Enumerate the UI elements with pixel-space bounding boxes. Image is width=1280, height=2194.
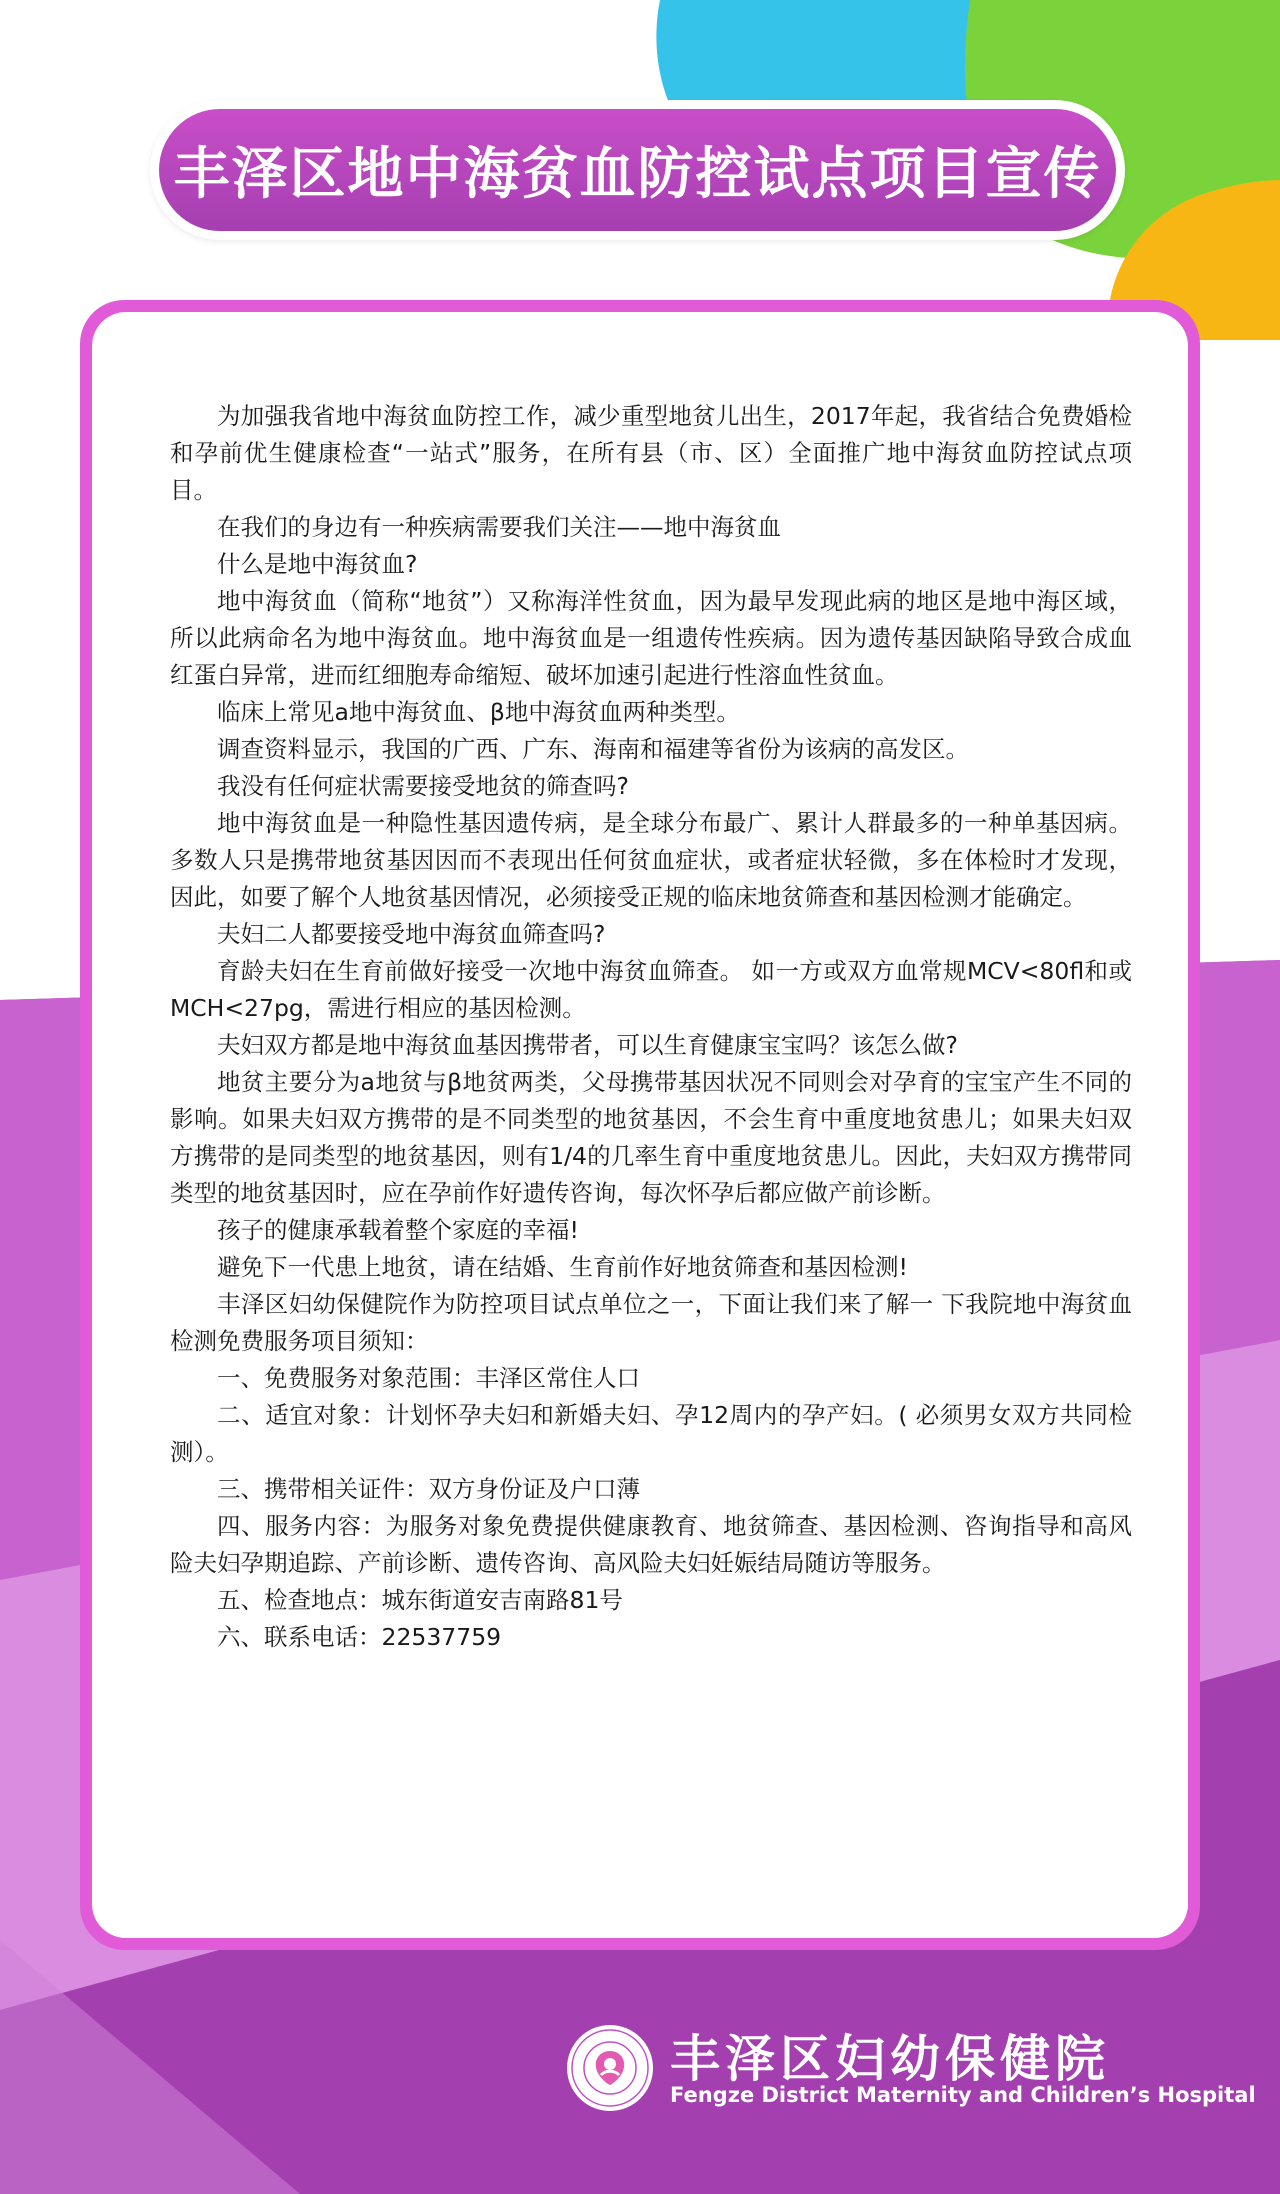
title-banner: [150, 100, 1125, 240]
paragraph-carriers: 地贫主要分为a地贫与β地贫两类，父母携带基因状况不同则会对孕育的宝宝产生不同的影响。如果夫妇双方携带的是不同类型的地贫基因，不会生育中重度地贫患儿；如果夫妇双方携带的是同类型的地贫基因，则有1/4的几率生育中重度地贫患儿。因此，夫妇双方携带同类型的地贫基因时，应在孕前作好遗传咨询，每次怀孕后都应做产前诊断。: [170, 1068, 1132, 1207]
paragraph-recessive: 地中海贫血是一种隐性基因遗传病，是全球分布最广、累计人群最多的一种单基因病。多数人只是携带地贫基因因而不表现出任何贫血症状，或者症状轻微，多在体检时才发现，因此，如要了解个人地贫基因情况，必须接受正规的临床地贫筛查和基因检测才能确定。: [170, 809, 1132, 911]
paragraph-family-happiness: 孩子的健康承载着整个家庭的幸福!: [217, 1216, 579, 1244]
question-couples: 夫妇二人都要接受地中海贫血筛查吗?: [217, 920, 606, 948]
notice-item-5: 五、检查地点：城东街道安吉南路81号: [217, 1586, 623, 1614]
notice-item-4: 四、服务内容：为服务对象免费提供健康教育、地贫筛查、基因检测、咨询指导和高风险夫妇孕期追踪、产前诊断、遗传咨询、高风险夫妇妊娠结局随访等服务。: [170, 1512, 1132, 1577]
notice-item-3: 三、携带相关证件：双方身份证及户口薄: [217, 1475, 640, 1503]
article-body: [170, 398, 1132, 1656]
content-card: [92, 312, 1188, 1938]
paragraph-couples-screening: 育龄夫妇在生育前做好接受一次地中海贫血筛查。 如一方或双方血常规MCV<80fl和或MCH<27pg，需进行相应的基因检测。: [170, 957, 1132, 1022]
hospital-footer: [565, 2015, 1256, 2125]
content-card-frame: [80, 300, 1200, 1950]
paragraph-notice-intro: 丰泽区妇幼保健院作为防控项目试点单位之一，下面让我们来了解一 下我院地中海贫血检测免费服务项目须知：: [170, 1290, 1132, 1355]
hospital-name: 丰泽区妇幼保健院: [670, 2030, 1110, 2088]
hospital-name-english: Fengze District Maternity and Children’s Hospital: [670, 2083, 1256, 2107]
hospital-logo-icon: [565, 2023, 655, 2113]
paragraph-intro: 为加强我省地中海贫血防控工作，减少重型地贫儿出生，2017年起，我省结合免费婚检和孕前优生健康检查“一站式”服务，在所有县（市、区）全面推广地中海贫血防控试点项目。: [170, 402, 1132, 504]
title-banner-fill: [159, 109, 1116, 231]
question-carriers: 夫妇双方都是地中海贫血基因携带者，可以生育健康宝宝吗？该怎么做?: [217, 1031, 958, 1059]
question-what-is: 什么是地中海贫血?: [217, 550, 418, 578]
paragraph-avoid: 避免下一代患上地贫，请在结婚、生育前作好地贫筛查和基因检测!: [217, 1253, 908, 1281]
paragraph-regions: 调查资料显示，我国的广西、广东、海南和福建等省份为该病的高发区。: [217, 735, 969, 763]
question-screening: 我没有任何症状需要接受地贫的筛查吗?: [217, 772, 629, 800]
notice-item-1: 一、免费服务对象范围：丰泽区常住人口: [217, 1364, 640, 1392]
notice-item-6: 六、联系电话：22537759: [217, 1623, 502, 1651]
notice-item-2: 二、适宜对象：计划怀孕夫妇和新婚夫妇、孕12周内的孕产妇。( 必须男女双方共同检测）。: [170, 1401, 1132, 1466]
paragraph-attention: 在我们的身边有一种疾病需要我们关注——地中海贫血: [217, 513, 781, 541]
paragraph-definition: 地中海贫血（简称“地贫”）又称海洋性贫血，因为最早发现此病的地区是地中海区域，所以此病命名为地中海贫血。地中海贫血是一组遗传性疾病。因为遗传基因缺陷导致合成血红蛋白异常，进而红细胞寿命缩短、破坏加速引起进行性溶血性贫血。: [170, 587, 1132, 689]
paragraph-types: 临床上常见a地中海贫血、β地中海贫血两种类型。: [217, 698, 740, 726]
page-title: 丰泽区地中海贫血防控试点项目宣传: [173, 142, 1102, 207]
